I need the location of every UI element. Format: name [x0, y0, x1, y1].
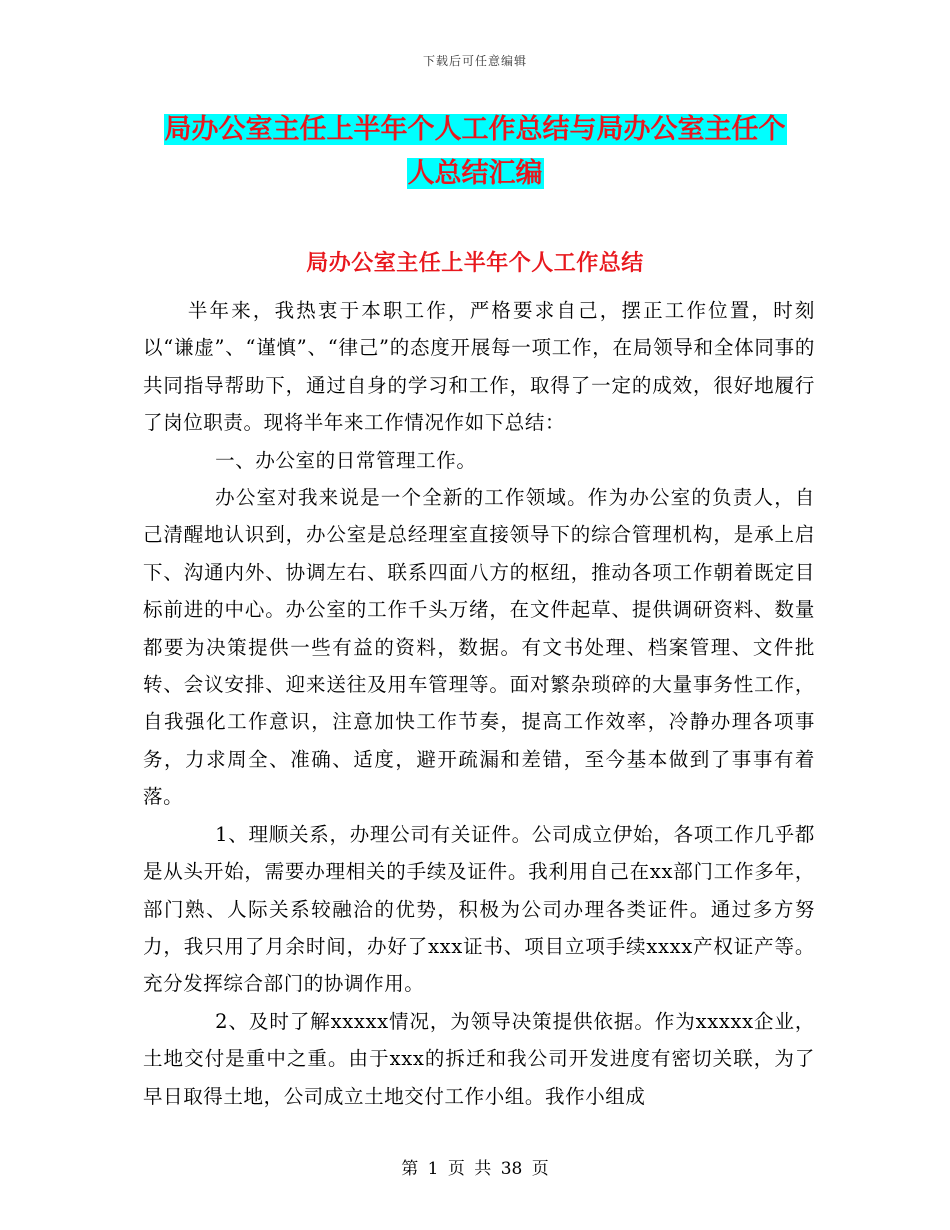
section-title: 局办公室主任上半年个人工作总结: [306, 251, 644, 276]
document-title-line1: 局办公室主任上半年个人工作总结与局办公室主任个: [164, 114, 786, 145]
paragraph-intro: 半年来，我热衷于本职工作，严格要求自己，摆正工作位置，时刻以“谦虚”、“谨慎”、“律己”的态度开展每一项工作，在局领导和全体同事的共同指导帮助下，通过自身的学习和工作，取得了一定的成效，很好地履行了岗位职责。现将半年来工作情况作如下总结：: [143, 299, 815, 435]
document-title: [150, 108, 800, 196]
header-note: 下载后可任意编辑: [422, 54, 527, 68]
document-body: [143, 292, 815, 1115]
page-number: 第 1 页 共 38 页: [401, 1159, 549, 1179]
paragraph-heading-1: 一、办公室的日常管理工作。: [215, 448, 477, 472]
paragraph-item-1: 1、理顺关系，办理公司有关证件。公司成立伊始，各项工作几乎都是从头开始，需要办理相关的手续及证件。我利用自己在xx部门工作多年，部门熟、人际关系较融洽的优势，积极为公司办理各类证件。通过多方努力，我只用了月余时间，办好了xxx证书、项目立项手续xxxx产权证产等。充分发挥综合部门的协调作用。: [143, 822, 815, 996]
document-title-line2: 人总结汇编: [407, 158, 543, 189]
paragraph-office-management: 办公室对我来说是一个全新的工作领域。作为办公室的负责人，自己清醒地认识到，办公室是总经理室直接领导下的综合管理机构，是承上启下、沟通内外、协调左右、联系四面八方的枢纽，推动各项工作朝着既定目标前进的中心。办公室的工作千头万绪，在文件起草、提供调研资料、数量都要为决策提供一些有益的资料，数据。有文书处理、档案管理、文件批转、会议安排、迎来送往及用车管理等。面对繁杂琐碎的大量事务性工作，自我强化工作意识，注意加快工作节奏，提高工作效率，冷静办理各项事务，力求周全、准确、适度，避开疏漏和差错，至今基本做到了事事有着落。: [143, 486, 815, 809]
paragraph-item-2: 2、及时了解xxxxx情况，为领导决策提供依据。作为xxxxx企业，土地交付是重中之重。由于xxx的拆迁和我公司开发进度有密切关联，为了早日取得土地，公司成立土地交付工作小组。我作小组成: [143, 1009, 815, 1108]
